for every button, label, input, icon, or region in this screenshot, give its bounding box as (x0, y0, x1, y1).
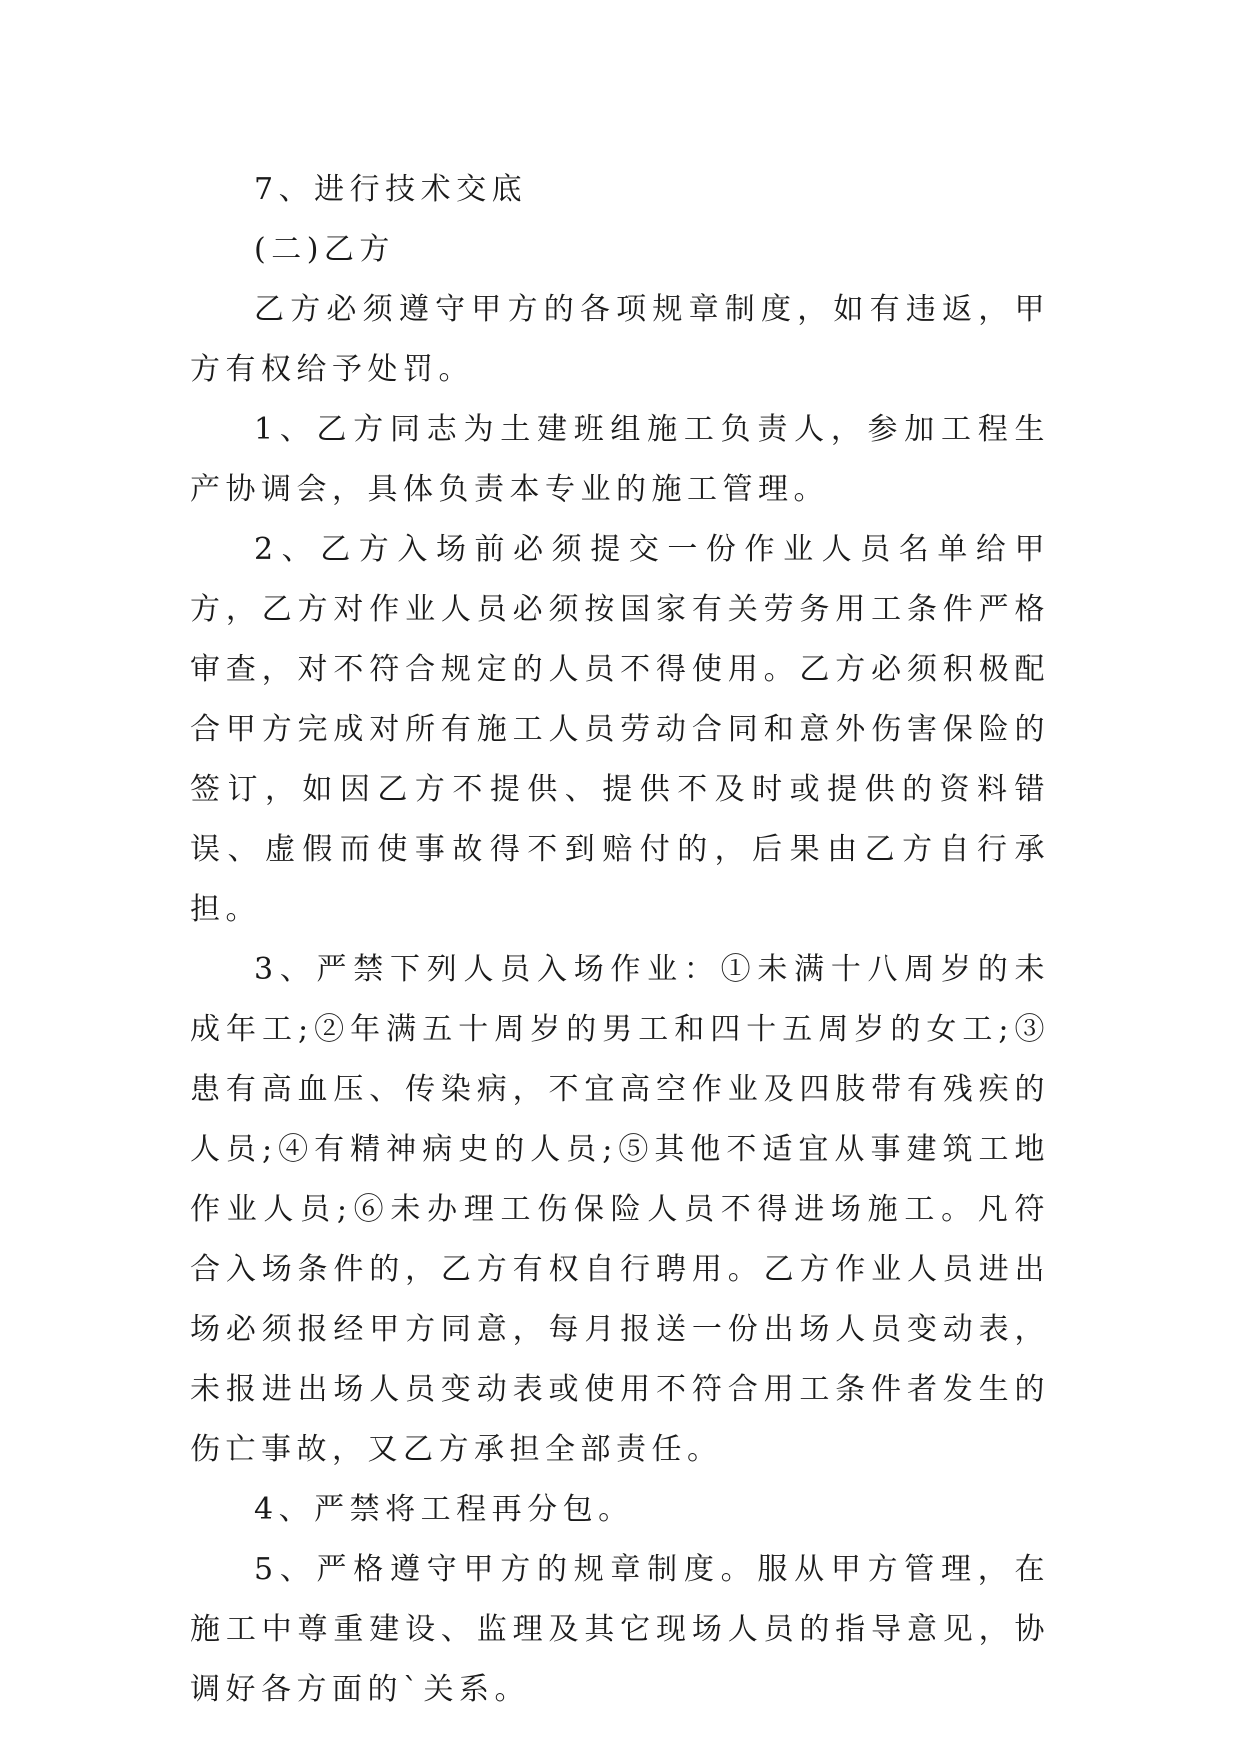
document-body (190, 160, 1050, 1720)
paragraph-item-4: 4、严禁将工程再分包。 (254, 1492, 634, 1527)
paragraph-item-7: 7、进行技术交底 (254, 172, 528, 207)
paragraph-item-2: 2、乙方入场前必须提交一份作业人员名单给甲方，乙方对作业人员必须按国家有关劳务用工条件严格审查，对不符合规定的人员不得使用。乙方必须积极配合甲方完成对所有施工人员劳动合同和意外伤害保险的签订，如因乙方不提供、提供不及时或提供的资料错误、虚假而使事故得不到赔付的，后果由乙方自行承担。 (190, 532, 1050, 927)
paragraph-party-b-rules: 乙方必须遵守甲方的各项规章制度，如有违返，甲方有权给予处罚。 (190, 292, 1050, 387)
paragraph-item-3: 3、严禁下列人员入场作业：①未满十八周岁的未成年工;②年满五十周岁的男工和四十五周岁的女工;③患有高血压、传染病，不宜高空作业及四肢带有残疾的人员;④有精神病史的人员;⑤其他不适宜从事建筑工地作业人员;⑥未办理工伤保险人员不得进场施工。凡符合入场条件的，乙方有权自行聘用。乙方作业人员进出场必须报经甲方同意，每月报送一份出场人员变动表，未报进出场人员变动表或使用不符合用工条件者发生的伤亡事故，又乙方承担全部责任。 (190, 952, 1050, 1467)
paragraph-party-b-heading: (二)乙方 (254, 232, 395, 267)
paragraph-item-1: 1、乙方同志为土建班组施工负责人，参加工程生产协调会，具体负责本专业的施工管理。 (190, 412, 1050, 507)
paragraph-item-5: 5、严格遵守甲方的规章制度。服从甲方管理，在施工中尊重建设、监理及其它现场人员的指导意见，协调好各方面的`关系。 (190, 1552, 1050, 1707)
